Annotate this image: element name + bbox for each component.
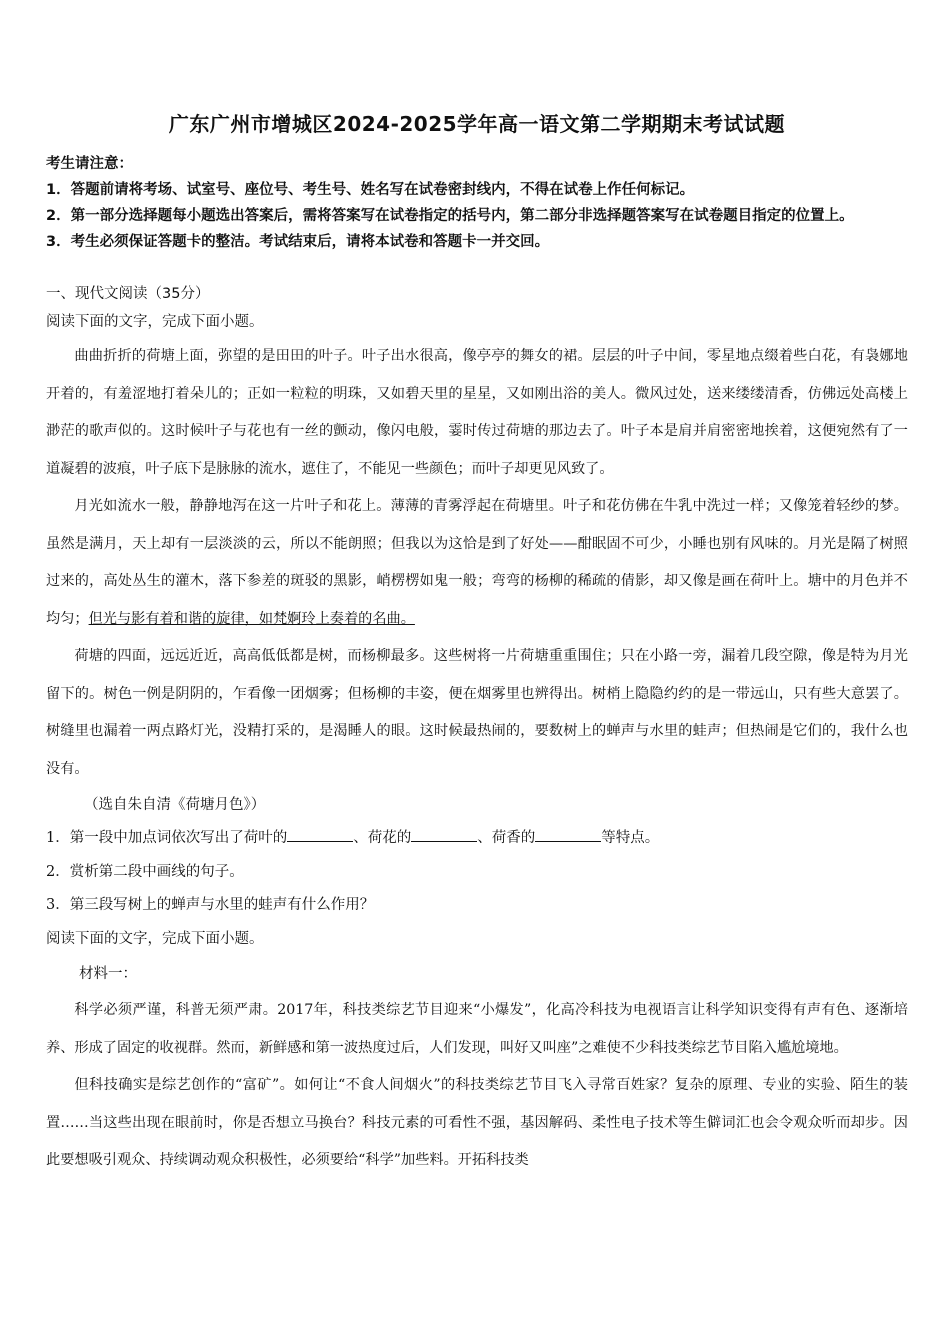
material-paragraph: 科学必须严谨，科普无须严肃。2017年，科技类综艺节目迎来“小爆发”，化高冷科技为电视语言让科学知识变得有声有色、逐渐培养、形成了固定的收视群。然而，新鲜感和第一波热度过后，人们发现，叫好又叫座”之难使不少科技类综艺节目陷入尴尬境地。 [46, 1002, 908, 1056]
question-1-text: 1．第一段中加点词依次写出了荷叶的 [46, 830, 288, 846]
answer-blank[interactable] [535, 827, 601, 842]
question-1-text: 、荷花的 [353, 830, 412, 846]
reading-instruction: 阅读下面的文字，完成下面小题。 [46, 930, 264, 947]
passage-paragraph: 荷塘的四面，远远近近，高高低低都是树，而杨柳最多。这些树将一片荷塘重重围住；只在小路一旁，漏着几段空隙，像是特为月光留下的。树色一例是阴阴的，乍看像一团烟雾；但杨柳的丰姿，便在烟雾里也辨得出。树梢上隐隐约约的是一带远山，只有些大意罢了。树缝里也漏着一两点路灯光，没精打采的，是渴睡人的眼。这时候最热闹的，要数树上的蝉声与水里的蛙声；但热闹是它们的，我什么也没有。 [46, 648, 908, 777]
notice-block [46, 151, 908, 255]
passage-paragraph [46, 488, 908, 638]
question-3: 3．第三段写树上的蝉声与水里的蛙声有什么作用？ [46, 897, 375, 913]
material-label: 材料一： [79, 966, 137, 982]
section-heading: 一、现代文阅读（35分） [46, 286, 210, 302]
question-1 [46, 822, 908, 856]
question-1-text: 等特点。 [601, 830, 660, 846]
material-paragraph: 但科技确实是综艺创作的“富矿”。如何让“不食人间烟火”的科技类综艺节目飞入寻常百姓家？复杂的原理、专业的实验、陌生的装置……当这些出现在眼前时，你是否想立马换台？科技元素的可看性不强，基因解码、柔性电子技术等生僻词汇也会令观众听而却步。因此要想吸引观众、持续调动观众积极性，必须要给“科学”加些料。开拓科技类 [46, 1077, 908, 1168]
passage-text: 月光如流水一般，静静地泻在这一片叶子和花上。薄薄的青雾浮起在荷塘里。叶子和花仿佛在牛乳中洗过一样；又像笼着轻纱的梦。虽然是满月，天上却有一层淡淡的云，所以不能朗照；但我以为这恰是到了好处——酣眠固不可少，小睡也别有风味的。月光是隔了树照过来的，高处丛生的灌木，落下参差的斑驳的黑影，峭楞楞如鬼一般；弯弯的杨柳的稀疏的倩影，却又像是画在荷叶上。塘中的月色并不均匀； [46, 498, 908, 627]
answer-blank[interactable] [287, 827, 353, 842]
notice-item: 3．考生必须保证答题卡的整洁。考试结束后，请将本试卷和答题卡一并交回。 [46, 234, 550, 250]
notice-heading: 考生请注意： [46, 156, 133, 172]
passage-source: （选自朱自清《荷塘月色》） [84, 797, 266, 813]
notice-item: 2．第一部分选择题每小题选出答案后，需将答案写在试卷指定的括号内，第二部分非选择题答案写在试卷题目指定的位置上。 [46, 208, 854, 224]
page-title: 广东广州市增城区2024-2025学年高一语文第二学期期末考试试题 [168, 112, 786, 136]
question-1-text: 、荷香的 [477, 830, 536, 846]
answer-blank[interactable] [411, 827, 477, 842]
underlined-sentence: 但光与影有着和谐的旋律，如梵婀玲上奏着的名曲。 [88, 610, 415, 627]
exam-page [46, 108, 908, 1180]
notice-item: 1．答题前请将考场、试室号、座位号、考生号、姓名写在试卷密封线内，不得在试卷上作任何标记。 [46, 182, 695, 198]
reading-instruction: 阅读下面的文字，完成下面小题。 [46, 314, 264, 330]
question-2: 2．赏析第二段中画线的句子。 [46, 863, 244, 880]
passage-paragraph: 曲曲折折的荷塘上面，弥望的是田田的叶子。叶子出水很高，像亭亭的舞女的裙。层层的叶子中间，零星地点缀着些白花，有袅娜地开着的，有羞涩地打着朵儿的；正如一粒粒的明珠，又如碧天里的星星，又如刚出浴的美人。微风过处，送来缕缕清香，仿佛远处高楼上渺茫的歌声似的。这时候叶子与花也有一丝的颤动，像闪电般，霎时传过荷塘的那边去了。叶子本是肩并肩密密地挨着，这便宛然有了一道凝碧的波痕，叶子底下是脉脉的流水，遮住了，不能见一些颜色；而叶子却更见风致了。 [46, 348, 908, 477]
